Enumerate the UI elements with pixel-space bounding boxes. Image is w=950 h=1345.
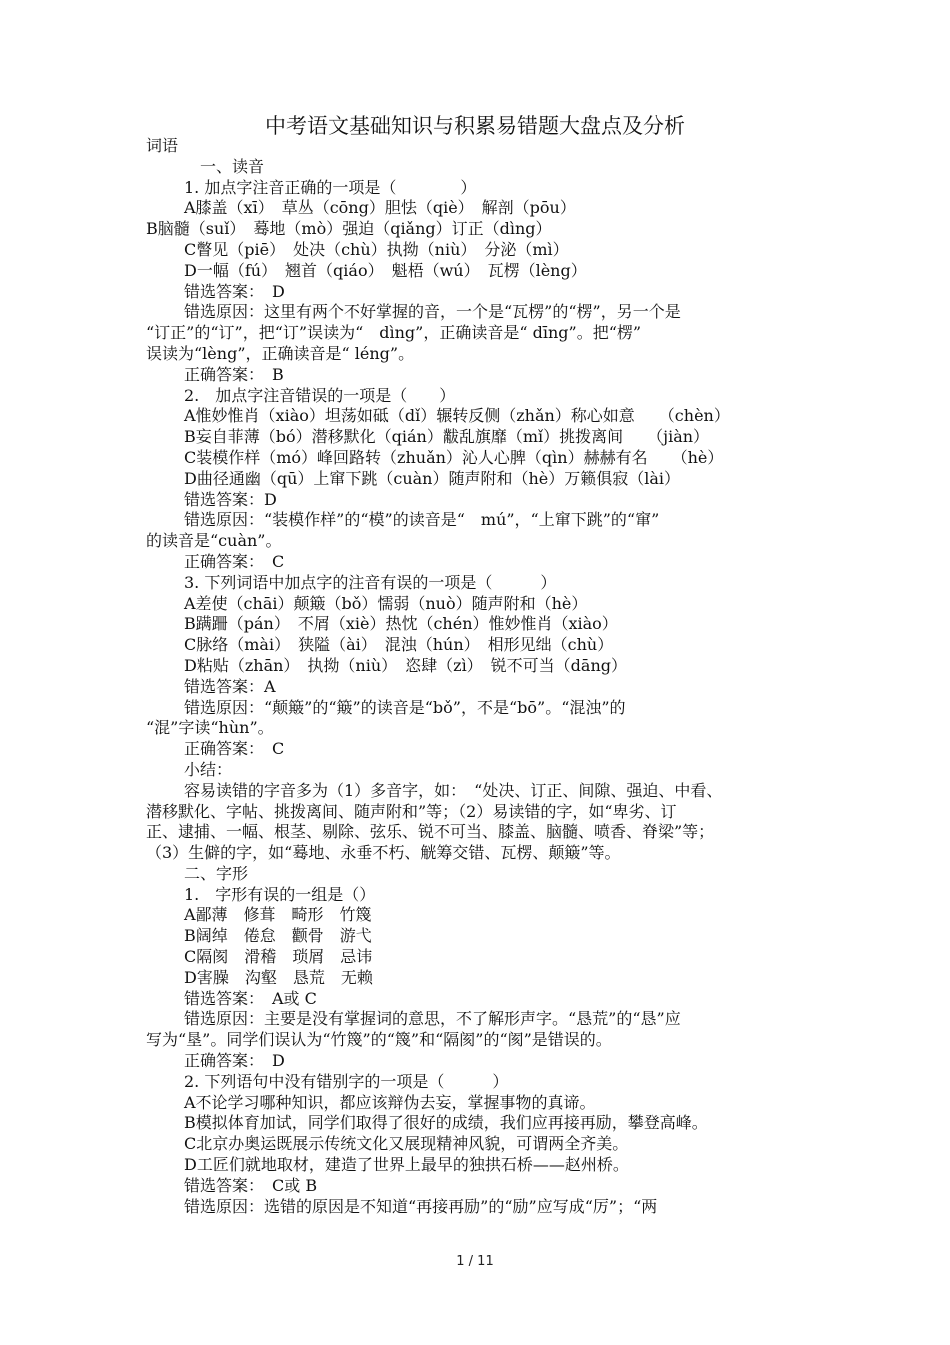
text-line: 正确答案： C [184,551,285,571]
text-line: 3. 下列词语中加点字的注音有误的一项是（ ） [184,572,557,592]
page-number: 1 / 11 [456,1254,494,1269]
text-line: D曲径通幽（qū）上窜下跳（cuàn）随声附和（hè）万籁俱寂（lài） [184,468,681,488]
text-line: B脑髓（suǐ） 蓦地（mò）强迫（qiǎng）订正（dìng） [146,219,552,239]
text-line: 错选答案： A或 C [184,988,317,1008]
text-line: 错选原因：“装模作样”的“模”的读音是“ mú”，“上窜下跳”的“窜” [184,510,660,530]
text-line: 错选原因：主要是没有掌握词的意思，不了解形声字。“恳荒”的“恳”应 [184,1009,681,1029]
text-line: 错选答案： C或 B [184,1175,318,1195]
text-line: B蹒跚（pán） 不屑（xiè）热忱（chén）惟妙惟肖（xiào） [184,614,618,634]
text-line: 正确答案： C [184,739,285,759]
text-line: 误读为“lèng”，正确读音是“ léng”。 [146,343,415,363]
text-line: 2. 加点字注音错误的一项是（ ） [184,385,456,405]
text-line: 正确答案： B [184,364,284,384]
text-line: C北京办奥运既展示传统文化又展现精神风貌，可谓两全齐美。 [184,1134,629,1154]
text-line: D一幅（fú） 翘首（qiáo） 魁梧（wú） 瓦楞（lèng） [184,260,587,280]
text-line: D粘贴（zhān） 执拗（niù） 恣肆（zì） 锐不可当（dāng） [184,655,628,675]
text-line: A鄙薄 修葺 畸形 竹篾 [184,905,372,925]
text-line: 一、读音 [200,156,265,176]
text-line: 错选答案：D [184,489,277,509]
text-line: D工匠们就地取材，建造了世界上最早的独拱石桥——赵州桥。 [184,1155,629,1175]
text-line: 1. 字形有误的一组是（） [184,884,376,904]
text-line: 潜移默化、字帖、挑拨离间、随声附和”等；（2）易读错的字，如“卑劣、订 [146,801,677,821]
text-line: 词语 [146,136,179,155]
text-line: B阔绰 倦怠 颧骨 游弋 [184,926,372,946]
text-line: C瞥见（piē） 处决（chù）执拗（niù） 分泌（mì） [184,239,569,259]
text-line: D害臊 沟壑 恳荒 无赖 [184,967,373,987]
text-line: B妄自菲薄（bó）潜移默化（qián）黻乱旗靡（mǐ）挑拨离间 （jiàn） [184,427,710,447]
text-line: 错选答案： D [184,281,285,301]
text-line: 正、逮捕、一幅、根茎、剔除、弦乐、锐不可当、膝盖、脑髓、喷香、脊梁”等； [146,822,715,842]
text-line: B模拟体育加试，同学们取得了很好的成绩，我们应再接再励，攀登高峰。 [184,1113,708,1133]
text-line: 2. 下列语句中没有错别字的一项是（ ） [184,1071,509,1091]
text-line: 小结： [184,759,233,779]
document-title: 中考语文基础知识与积累易错题大盘点及分析 [265,114,685,138]
text-line: 错选原因：选错的原因是不知道“再接再励”的“励”应写成“厉”；“两 [184,1196,658,1216]
text-line: A惟妙惟肖（xiào）坦荡如砥（dǐ）辗转反侧（zhǎn）称心如意 （chèn） [184,406,730,426]
text-line: C装模作样（mó）峰回路转（zhuǎn）沁人心脾（qìn）赫赫有名 （hè） [184,447,724,467]
text-line: （3）生僻的字，如“蓦地、永垂不朽、觥筹交错、瓦楞、颠簸”等。 [146,843,621,863]
text-line: 的读音是“cuàn”。 [146,531,282,551]
text-line: A膝盖（xī） 草丛（cōng）胆怯（qiè） 解剖（pōu） [184,198,576,218]
text-line: C隔阂 滑稽 琐屑 忌讳 [184,947,373,967]
text-line: 容易读错的字音多为（1）多音字，如： “处决、订正、间隙、强迫、中看、 [184,780,723,800]
text-line: 错选答案：A [184,676,276,696]
text-line: 二、字形 [184,863,249,883]
text-line: C脉络（mài） 狭隘（ài） 混浊（hún） 相形见绌（chù） [184,635,614,655]
text-line: 错选原因：这里有两个不好掌握的音，一个是“瓦楞”的“楞”，另一个是 [184,302,681,322]
text-line: 1. 加点字注音正确的一项是（ ） [184,177,477,197]
text-line: A不论学习哪种知识，都应该辩伪去妄，掌握事物的真谛。 [184,1092,596,1112]
document-body [146,136,806,1217]
text-line: 错选原因：“颠簸”的“簸”的读音是“bǒ”，不是“bō”。“混浊”的 [184,697,626,717]
text-line: “混”字读“hùn”。 [146,718,274,738]
text-line: 写为“垦”。同学们误认为“竹篾”的“篾”和“隔阂”的“阂”是错误的。 [146,1030,612,1050]
text-line: 正确答案： D [184,1051,285,1071]
text-line: “订正”的“订”，把“订”误读为“ dìng”，正确读音是“ dīng”。把“楞” [146,323,642,343]
text-line: A差使（chāi）颠簸（bǒ）懦弱（nuò）随声附和（hè） [184,593,588,613]
